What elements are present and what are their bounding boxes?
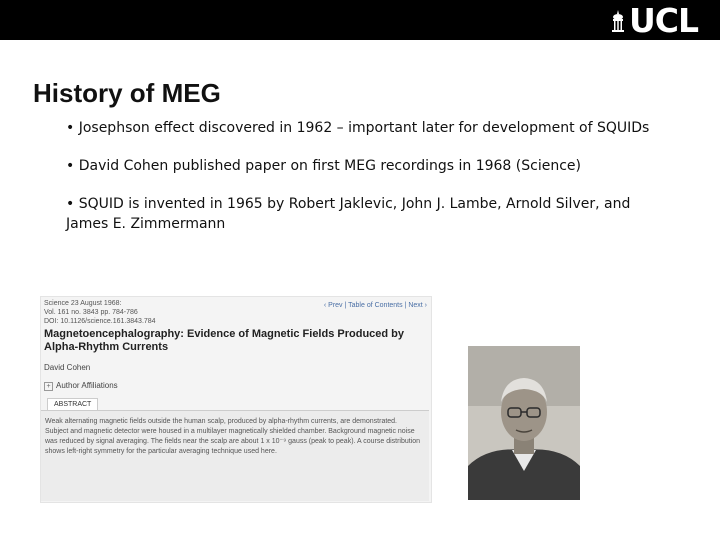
- bullet-item: • Josephson effect discovered in 1962 – important later for development of SQUIDs: [66, 120, 650, 136]
- portrait-image: [468, 346, 580, 500]
- header-bar: [0, 0, 720, 40]
- abstract-panel: [41, 410, 429, 501]
- paper-citation: [44, 299, 156, 326]
- ucl-logo: [611, 1, 698, 40]
- citation-line: Vol. 161 no. 3843 pp. 784-786: [44, 309, 138, 316]
- paper-nav-links[interactable]: ‹ Prev | Table of Contents | Next ›: [323, 302, 427, 309]
- citation-line: DOI: 10.1126/science.161.3843.784: [44, 318, 156, 325]
- affiliations-label: Author Affiliations: [56, 381, 118, 390]
- abstract-tab[interactable]: ABSTRACT: [47, 398, 98, 410]
- slide-title: History of MEG: [33, 78, 221, 108]
- portrait-photo: [468, 346, 580, 500]
- paper-screenshot: [40, 296, 432, 503]
- abstract-text: Weak alternating magnetic fields outside the human scalp, produced by alpha-rhythm currents, are demonstrated. Subject and magnetic detector were housed in a multilayer magnetically shielded chamber. Background magnetic noise was reduced by signal averaging. The fields near the scalp are about 1 x 10⁻⁹ gauss (peak to peak). A course distribution shows left-right symmetry for the particular averaging technique used here.: [45, 418, 421, 455]
- bullet-item: • SQUID is invented in 1965 by Robert Jaklevic, John J. Lambe, Arnold Silver, and James E. Zimmermann: [66, 196, 631, 232]
- bullet-item: • David Cohen published paper on first MEG recordings in 1968 (Science): [66, 158, 581, 174]
- author-affiliations-toggle[interactable]: [44, 381, 118, 391]
- citation-line: Science 23 August 1968:: [44, 300, 122, 307]
- paper-author: David Cohen: [44, 363, 91, 372]
- paper-title: Magnetoencephalography: Evidence of Magnetic Fields Produced by Alpha-Rhythm Currents: [44, 328, 405, 353]
- portico-icon: [611, 9, 625, 37]
- bullet-list: [66, 118, 666, 252]
- plus-icon: +: [44, 382, 53, 391]
- logo-text: UCL: [628, 1, 698, 40]
